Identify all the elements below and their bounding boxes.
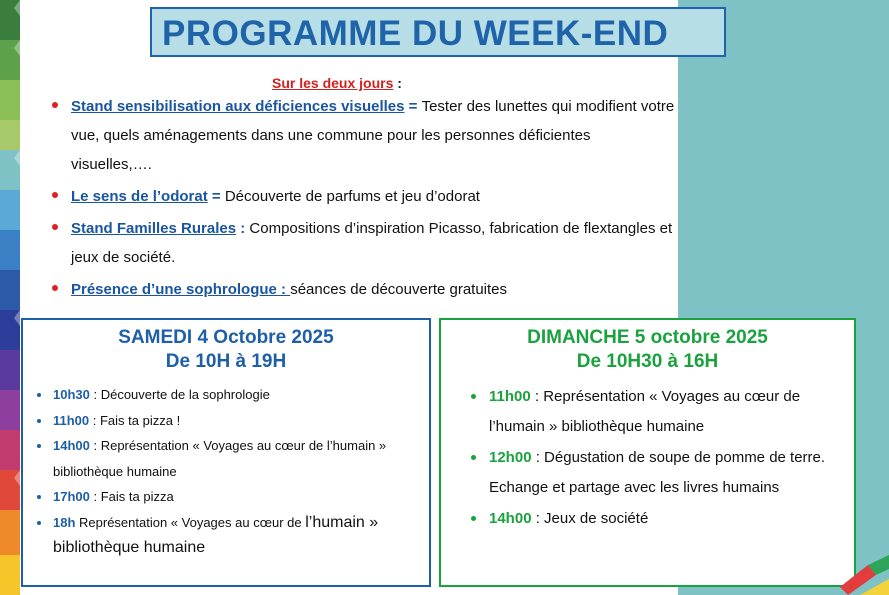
saturday-heading: SAMEDI 4 Octobre 2025 [118, 327, 334, 348]
activity-text: Compositions d’inspiration Picasso, fabrication de flextangles et jeux de société. [71, 220, 673, 266]
activity-text: séances de découverte gratuites [290, 281, 508, 298]
saturday-box [21, 318, 431, 587]
schedule-time: 18h [53, 514, 76, 530]
activity-separator: = [207, 188, 225, 205]
schedule-item [35, 382, 425, 408]
weekend-activities-list [45, 92, 675, 307]
schedule-time: 11h00 [489, 388, 531, 405]
schedule-text: : Représentation « Voyages au cœur de l’humain » bibliothèque humaine [53, 438, 387, 479]
two-days-label: Sur les deux jours [272, 75, 394, 91]
schedule-time: 11h00 [53, 412, 90, 428]
schedule-item [467, 382, 847, 441]
schedule-item [35, 484, 425, 510]
list-item [45, 92, 675, 179]
activity-separator: = [404, 98, 422, 115]
schedule-item [467, 443, 847, 502]
schedule-text: : Jeux de société [531, 510, 649, 527]
sunday-schedule [467, 382, 847, 536]
activity-highlight: Stand sensibilisation aux déficiences visuelles [71, 98, 405, 115]
schedule-item [35, 433, 425, 484]
schedule-item [35, 510, 425, 561]
list-item [45, 275, 675, 304]
schedule-item [35, 408, 425, 434]
schedule-text: : Fais ta pizza [89, 489, 174, 504]
schedule-time: 17h00 [53, 489, 90, 504]
schedule-time: 14h00 [489, 510, 532, 527]
schedule-time: 12h00 [489, 449, 532, 466]
activity-highlight: Présence d’une sophrologue : [71, 281, 291, 298]
schedule-text: : Fais ta pizza ! [89, 412, 181, 428]
activity-separator: : [236, 220, 250, 237]
schedule-item [467, 504, 847, 534]
corner-decoration [820, 555, 889, 595]
two-days-heading [272, 75, 402, 91]
sunday-hours: De 10H30 à 16H [576, 351, 719, 372]
title-box [150, 7, 726, 57]
schedule-time: 14h00 [53, 438, 90, 453]
page-title: PROGRAMME DU WEEK-END [162, 14, 669, 53]
sunday-heading: DIMANCHE 5 octobre 2025 [527, 327, 768, 348]
activity-highlight: Le sens de l’odorat [71, 188, 208, 205]
schedule-text-large: l’humain » [305, 513, 379, 531]
activity-text: Découverte de parfums et jeu d’odorat [224, 188, 480, 205]
left-color-strip [0, 0, 20, 595]
schedule-text: : Représentation « Voyages au cœur de l’humain » bibliothèque humaine [489, 388, 801, 435]
schedule-text-tail: bibliothèque humaine [53, 539, 206, 556]
sunday-box [439, 318, 856, 587]
list-item [45, 214, 675, 272]
two-days-colon: : [393, 75, 402, 91]
saturday-hours: De 10H à 19H [165, 351, 287, 372]
list-item [45, 182, 675, 211]
activity-text: Tester des lunettes qui modifient votre vue, quels aménagements dans une commune pour les personnes déficientes visuelles,…. [71, 98, 675, 173]
schedule-text: : Dégustation de soupe de pomme de terre. Echange et partage avec les livres humains [489, 449, 826, 496]
schedule-text: Représentation « Voyages au cœur de [75, 514, 306, 530]
schedule-text: : Découverte de la sophrologie [89, 387, 270, 402]
saturday-schedule [35, 382, 425, 561]
activity-highlight: Stand Familles Rurales [71, 220, 237, 237]
schedule-time: 10h30 [53, 387, 90, 402]
